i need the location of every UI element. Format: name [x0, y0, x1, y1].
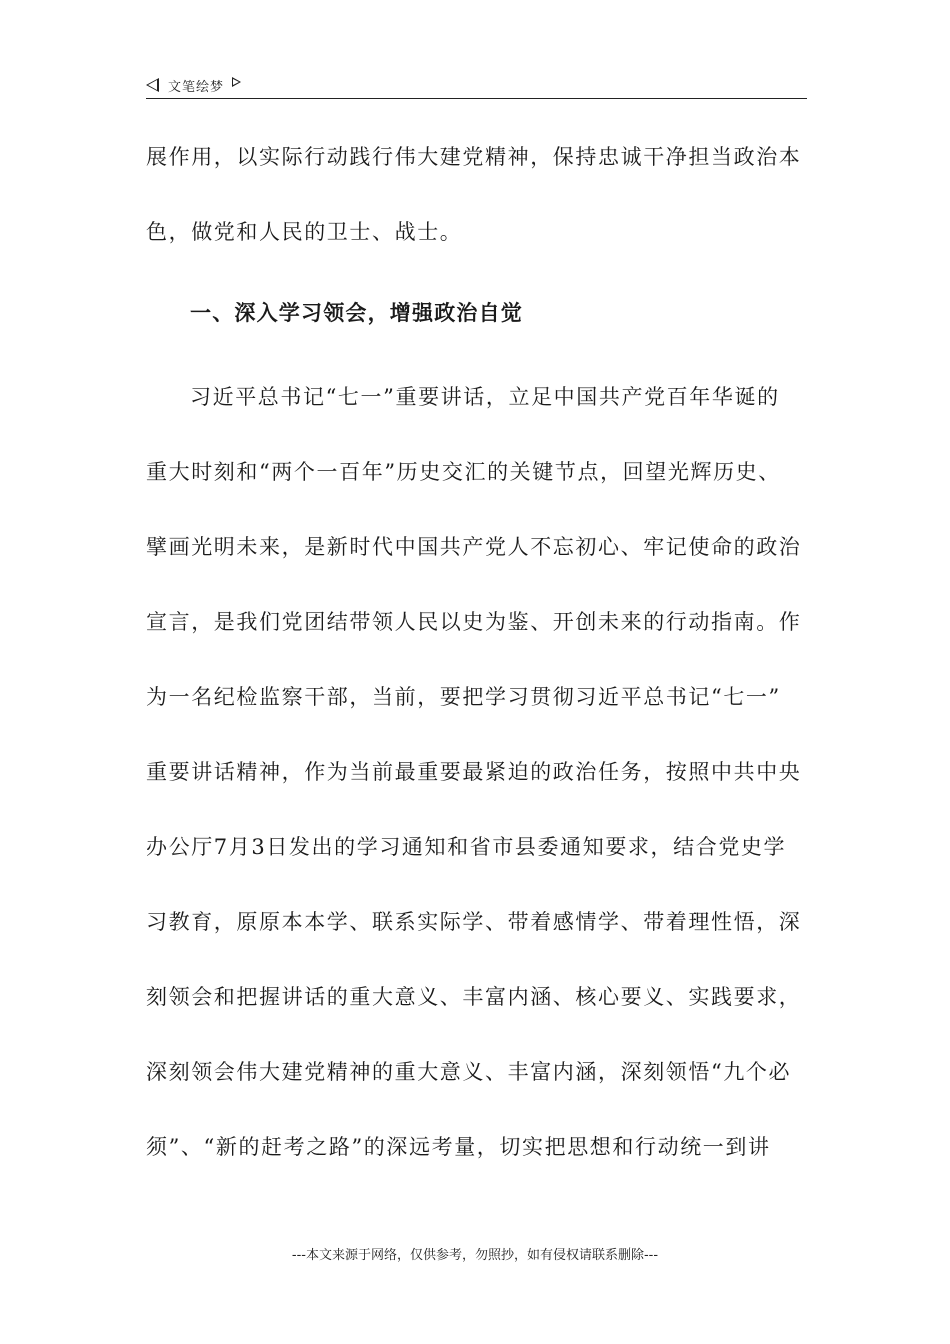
body-line: 宣言，是我们党团结带领人民以史为鉴、开创未来的行动指南。作 — [146, 610, 802, 634]
body-line: 重要讲话精神，作为当前最重要最紧迫的政治任务，按照中共中央 — [146, 760, 802, 784]
body-line: 办公厅7月3日发出的学习通知和省市县委通知要求，结合党史学 — [146, 835, 787, 859]
body-line: 习近平总书记“七一”重要讲话，立足中国共产党百年华诞的 — [190, 385, 780, 409]
body-line: 刻领会和把握讲话的重大意义、丰富内涵、核心要义、实践要求， — [146, 985, 802, 1009]
body-line: 为一名纪检监察干部，当前，要把学习贯彻习近平总书记“七一” — [146, 685, 781, 709]
body-line: 展作用，以实际行动践行伟大建党精神，保持忠诚干净担当政治本 — [146, 145, 802, 169]
body-line: 重大时刻和“两个一百年”历史交汇的关键节点，回望光辉历史、 — [146, 460, 781, 484]
left-triangle-icon — [146, 78, 159, 92]
page-header — [146, 72, 807, 99]
section-heading: 一、深入学习领会，增强政治自觉 — [190, 300, 523, 325]
body-line: 习教育，原原本本学、联系实际学、带着感情学、带着理性悟，深 — [146, 910, 802, 934]
right-triangle-icon — [232, 77, 241, 87]
header-brand: 文笔绘梦 — [168, 79, 225, 95]
page-footer-disclaimer: ---本文来源于网络，仅供参考，勿照抄，如有侵权请联系删除--- — [291, 1248, 659, 1263]
body-line: 深刻领会伟大建党精神的重大意义、丰富内涵，深刻领悟“九个必 — [146, 1060, 792, 1084]
body-line: 须”、“新的赶考之路”的深远考量，切实把思想和行动统一到讲 — [146, 1135, 771, 1159]
body-line: 擘画光明未来，是新时代中国共产党人不忘初心、牢记使命的政治 — [146, 535, 802, 559]
body-line: 色，做党和人民的卫士、战士。 — [146, 220, 463, 244]
